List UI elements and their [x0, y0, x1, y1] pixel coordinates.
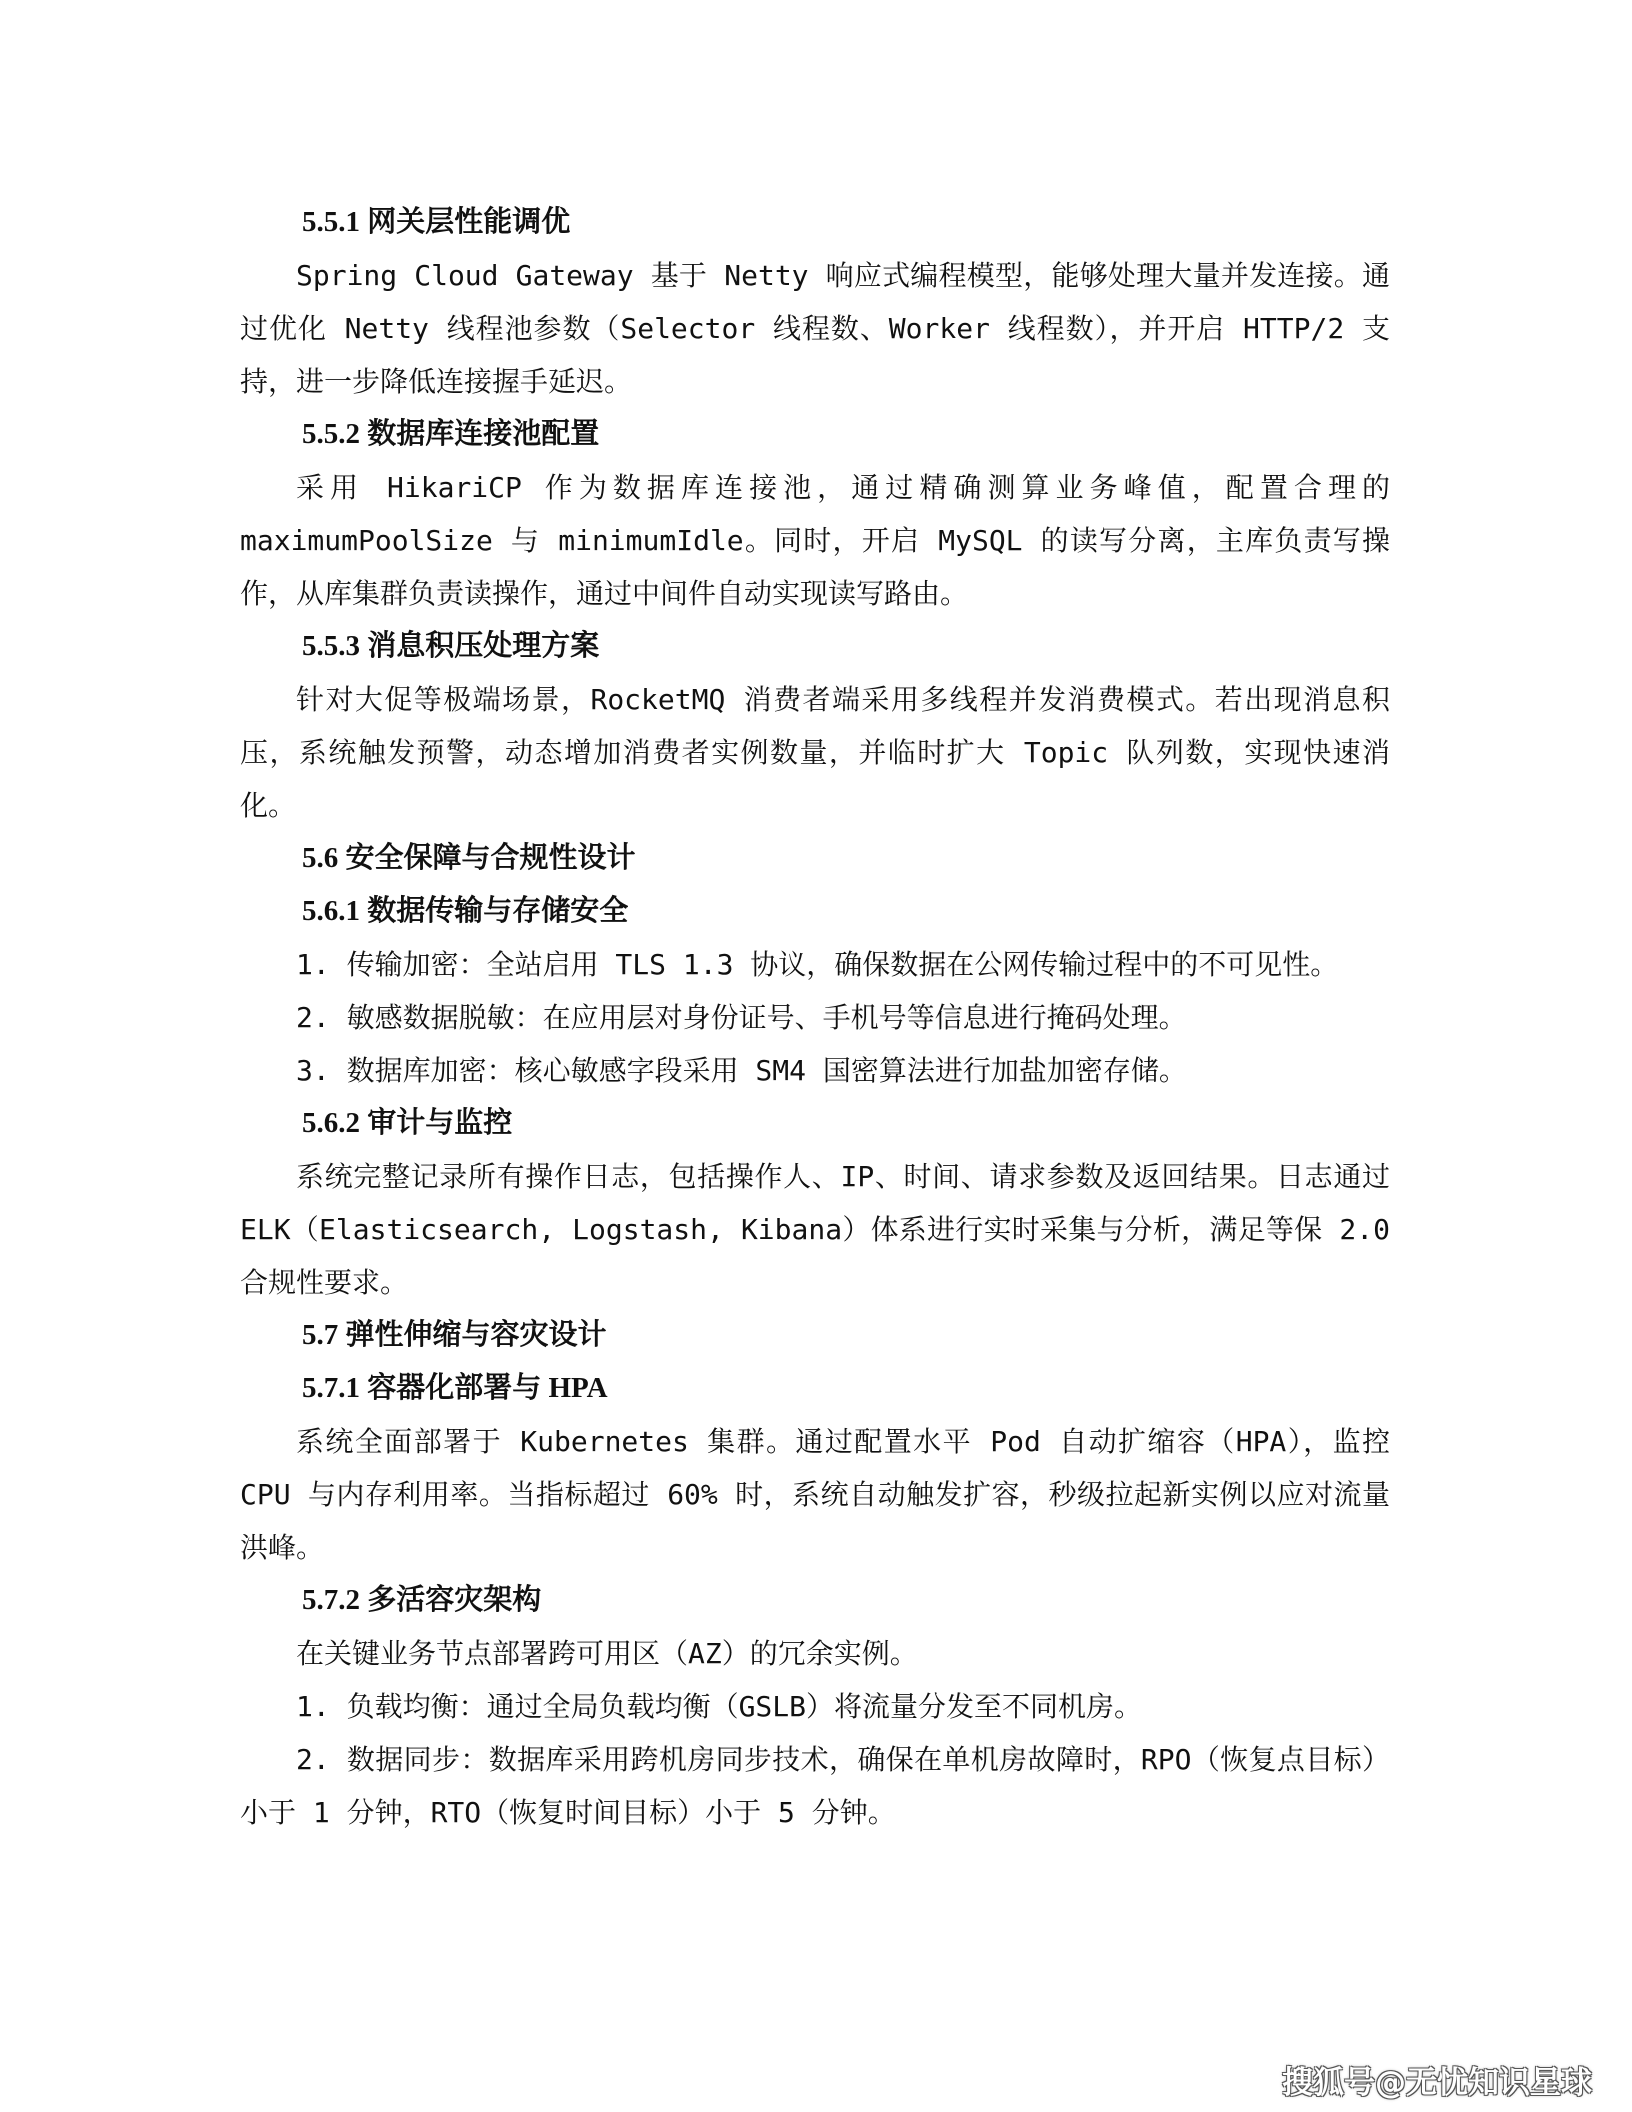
body-paragraph: Spring Cloud Gateway 基于 Netty 响应式编程模型，能够处理大量并发连接。通过优化 Netty 线程池参数（Selector 线程数、Worker 线程数），并开启 HTTP/2 支持，进一步降低连接握手延迟。: [240, 259, 1390, 398]
body-paragraph: 针对大促等极端场景，RocketMQ 消费者端采用多线程并发消费模式。若出现消息积压，系统触发预警，动态增加消费者实例数量，并临时扩大 Topic 队列数，实现快速消化。: [240, 683, 1390, 822]
section-heading: 5.7.2 多活容灾架构: [302, 1584, 542, 1616]
body-paragraph: 采用 HikariCP 作为数据库连接池，通过精确测算业务峰值，配置合理的 maximumPoolSize 与 minimumIdle。同时，开启 MySQL 的读写分离，主库负责写操作，从库集群负责读操作，通过中间件自动实现读写路由。: [240, 471, 1390, 610]
section-heading: 5.6.1 数据传输与存储安全: [302, 895, 629, 927]
list-item: 3. 数据库加密：核心敏感字段采用 SM4 国密算法进行加盐加密存储。: [296, 1054, 1187, 1087]
section-heading: 5.6 安全保障与合规性设计: [302, 842, 636, 874]
body-paragraph: 系统全面部署于 Kubernetes 集群。通过配置水平 Pod 自动扩缩容（HPA），监控 CPU 与内存利用率。当指标超过 60% 时，系统自动触发扩容，秒级拉起新实例以应对流量洪峰。: [240, 1425, 1390, 1564]
section-heading: 5.5.1 网关层性能调优: [302, 206, 571, 238]
section-heading: 5.6.2 审计与监控: [302, 1107, 513, 1139]
list-item: 2. 敏感数据脱敏：在应用层对身份证号、手机号等信息进行掩码处理。: [296, 1001, 1187, 1034]
list-item: 1. 负载均衡：通过全局负载均衡（GSLB）将流量分发至不同机房。: [296, 1690, 1143, 1723]
section-heading: 5.5.2 数据库连接池配置: [302, 418, 600, 450]
body-paragraph: 在关键业务节点部署跨可用区（AZ）的冗余实例。: [296, 1637, 918, 1670]
watermark: 搜狐号@无忧知识星球: [1282, 2065, 1592, 2101]
body-paragraph: 系统完整记录所有操作日志，包括操作人、IP、时间、请求参数及返回结果。日志通过 ELK（Elasticsearch, Logstash, Kibana）体系进行实时采集与分析，满足等保 2.0 合规性要求。: [240, 1160, 1390, 1299]
document-page: [240, 196, 1390, 1839]
section-heading: 5.7 弹性伸缩与容灾设计: [302, 1319, 607, 1351]
list-item: 2. 数据同步：数据库采用跨机房同步技术，确保在单机房故障时，RPO（恢复点目标）小于 1 分钟，RTO（恢复时间目标）小于 5 分钟。: [240, 1743, 1390, 1829]
section-heading: 5.7.1 容器化部署与 HPA: [302, 1372, 608, 1404]
section-heading: 5.5.3 消息积压处理方案: [302, 630, 600, 662]
list-item: 1. 传输加密：全站启用 TLS 1.3 协议，确保数据在公网传输过程中的不可见性。: [296, 948, 1339, 981]
